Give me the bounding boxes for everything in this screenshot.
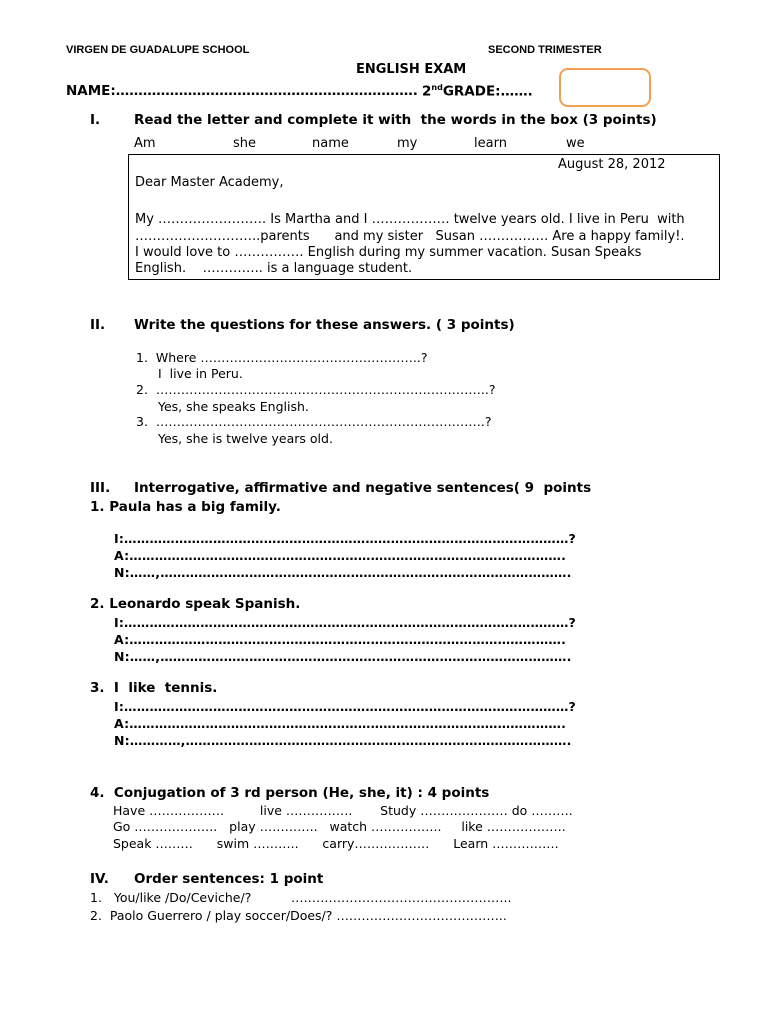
section-3-number: III. — [90, 480, 111, 496]
word-box-item: we — [566, 136, 585, 151]
affirmative-line[interactable]: A:…………………………………………………………………………………………. — [114, 632, 567, 647]
word-box-item: she — [233, 136, 257, 151]
section-2-number: II. — [90, 317, 106, 333]
question-line[interactable]: 2. ……………………………………………………………………..? — [136, 382, 496, 397]
grade-field[interactable] — [422, 83, 533, 100]
letter-line[interactable]: I would love to ……………. English during my summer vacation. Susan Speaks — [135, 245, 642, 260]
word-box-item: name — [312, 136, 349, 151]
answer-text: I live in Peru. — [158, 366, 243, 381]
word-box-item: my — [397, 136, 418, 151]
letter-line[interactable]: My ……………………. Is Martha and I ……………… twelve years old. I live in Peru with — [135, 212, 685, 227]
section-4-number: IV. — [90, 871, 109, 887]
trimester-label: SECOND TRIMESTER — [488, 44, 602, 56]
order-sentence-line[interactable]: 1. You/like /Do/Ceviche/? …………………………………………….. — [90, 890, 512, 905]
grade-label: GRADE:……. — [442, 83, 533, 100]
section-1-number: I. — [90, 112, 101, 128]
conjugation-row[interactable]: Go ……………….. play ………….. watch …………….. like ………………. — [113, 819, 566, 834]
affirmative-line[interactable]: A:…………………………………………………………………………………………. — [114, 548, 567, 563]
name-field[interactable] — [66, 83, 418, 99]
section-1-title: Read the letter and complete it with the words in the box (3 points) — [134, 112, 657, 128]
order-sentence-line[interactable]: 2. Paolo Guerrero / play soccer/Does/? ………………………………….. — [90, 908, 507, 923]
sentence-prompt: 2. Leonardo speak Spanish. — [90, 596, 301, 612]
affirmative-line[interactable]: A:…………………………………………………………………………………………. — [114, 716, 567, 731]
answer-text: Yes, she is twelve years old. — [158, 431, 333, 446]
section-4-title: Order sentences: 1 point — [134, 871, 324, 887]
negative-line[interactable]: N:…………,………………………………………………………………………………. — [114, 733, 572, 748]
letter-greeting: Dear Master Academy, — [135, 175, 284, 190]
score-box — [559, 68, 651, 107]
sentence-prompt: 3. I like tennis. — [90, 680, 218, 696]
word-box-item: Am — [134, 136, 156, 151]
letter-date: August 28, 2012 — [558, 157, 666, 172]
interrogative-line[interactable]: I:……………………………………………………………………………………………? — [114, 615, 577, 630]
grade-suffix: nd — [431, 83, 443, 92]
conjugation-row[interactable]: Have ……………… live ……………. Study ………………… do ………. — [113, 803, 573, 818]
section-3-title: Interrogative, affirmative and negative sentences( 9 points — [134, 480, 592, 496]
interrogative-line[interactable]: I:……………………………………………………………………………………………? — [114, 531, 577, 546]
letter-line[interactable]: ………………………..parents and my sister Susan ……………. Are a happy family!. — [135, 229, 685, 244]
word-box-item: learn — [474, 136, 507, 151]
answer-text: Yes, she speaks English. — [158, 399, 309, 414]
grade-number: 2 — [422, 83, 432, 100]
question-line[interactable]: 3. …………………………………………………………………….? — [136, 414, 492, 429]
name-label: NAME:…………………………………………………………. — [66, 83, 418, 99]
conjugation-row[interactable]: Speak ……… swim ……….. carry……………… Learn ……………. — [113, 836, 559, 851]
interrogative-line[interactable]: I:……………………………………………………………………………………………? — [114, 699, 577, 714]
question-line[interactable]: 1. Where ……………………………………………..? — [136, 350, 428, 365]
negative-line[interactable]: N:……,……………………………………………………………………………………. — [114, 649, 572, 664]
conjugation-title: 4. Conjugation of 3 rd person (He, she, it) : 4 points — [90, 785, 490, 801]
school-name: VIRGEN DE GUADALUPE SCHOOL — [66, 44, 250, 56]
letter-line[interactable]: English. ………….. is a language student. — [135, 261, 413, 276]
section-2-title: Write the questions for these answers. ( 3 points) — [134, 317, 515, 333]
sentence-prompt: 1. Paula has a big family. — [90, 499, 281, 515]
negative-line[interactable]: N:……,……………………………………………………………………………………. — [114, 565, 572, 580]
exam-title: ENGLISH EXAM — [356, 62, 467, 77]
